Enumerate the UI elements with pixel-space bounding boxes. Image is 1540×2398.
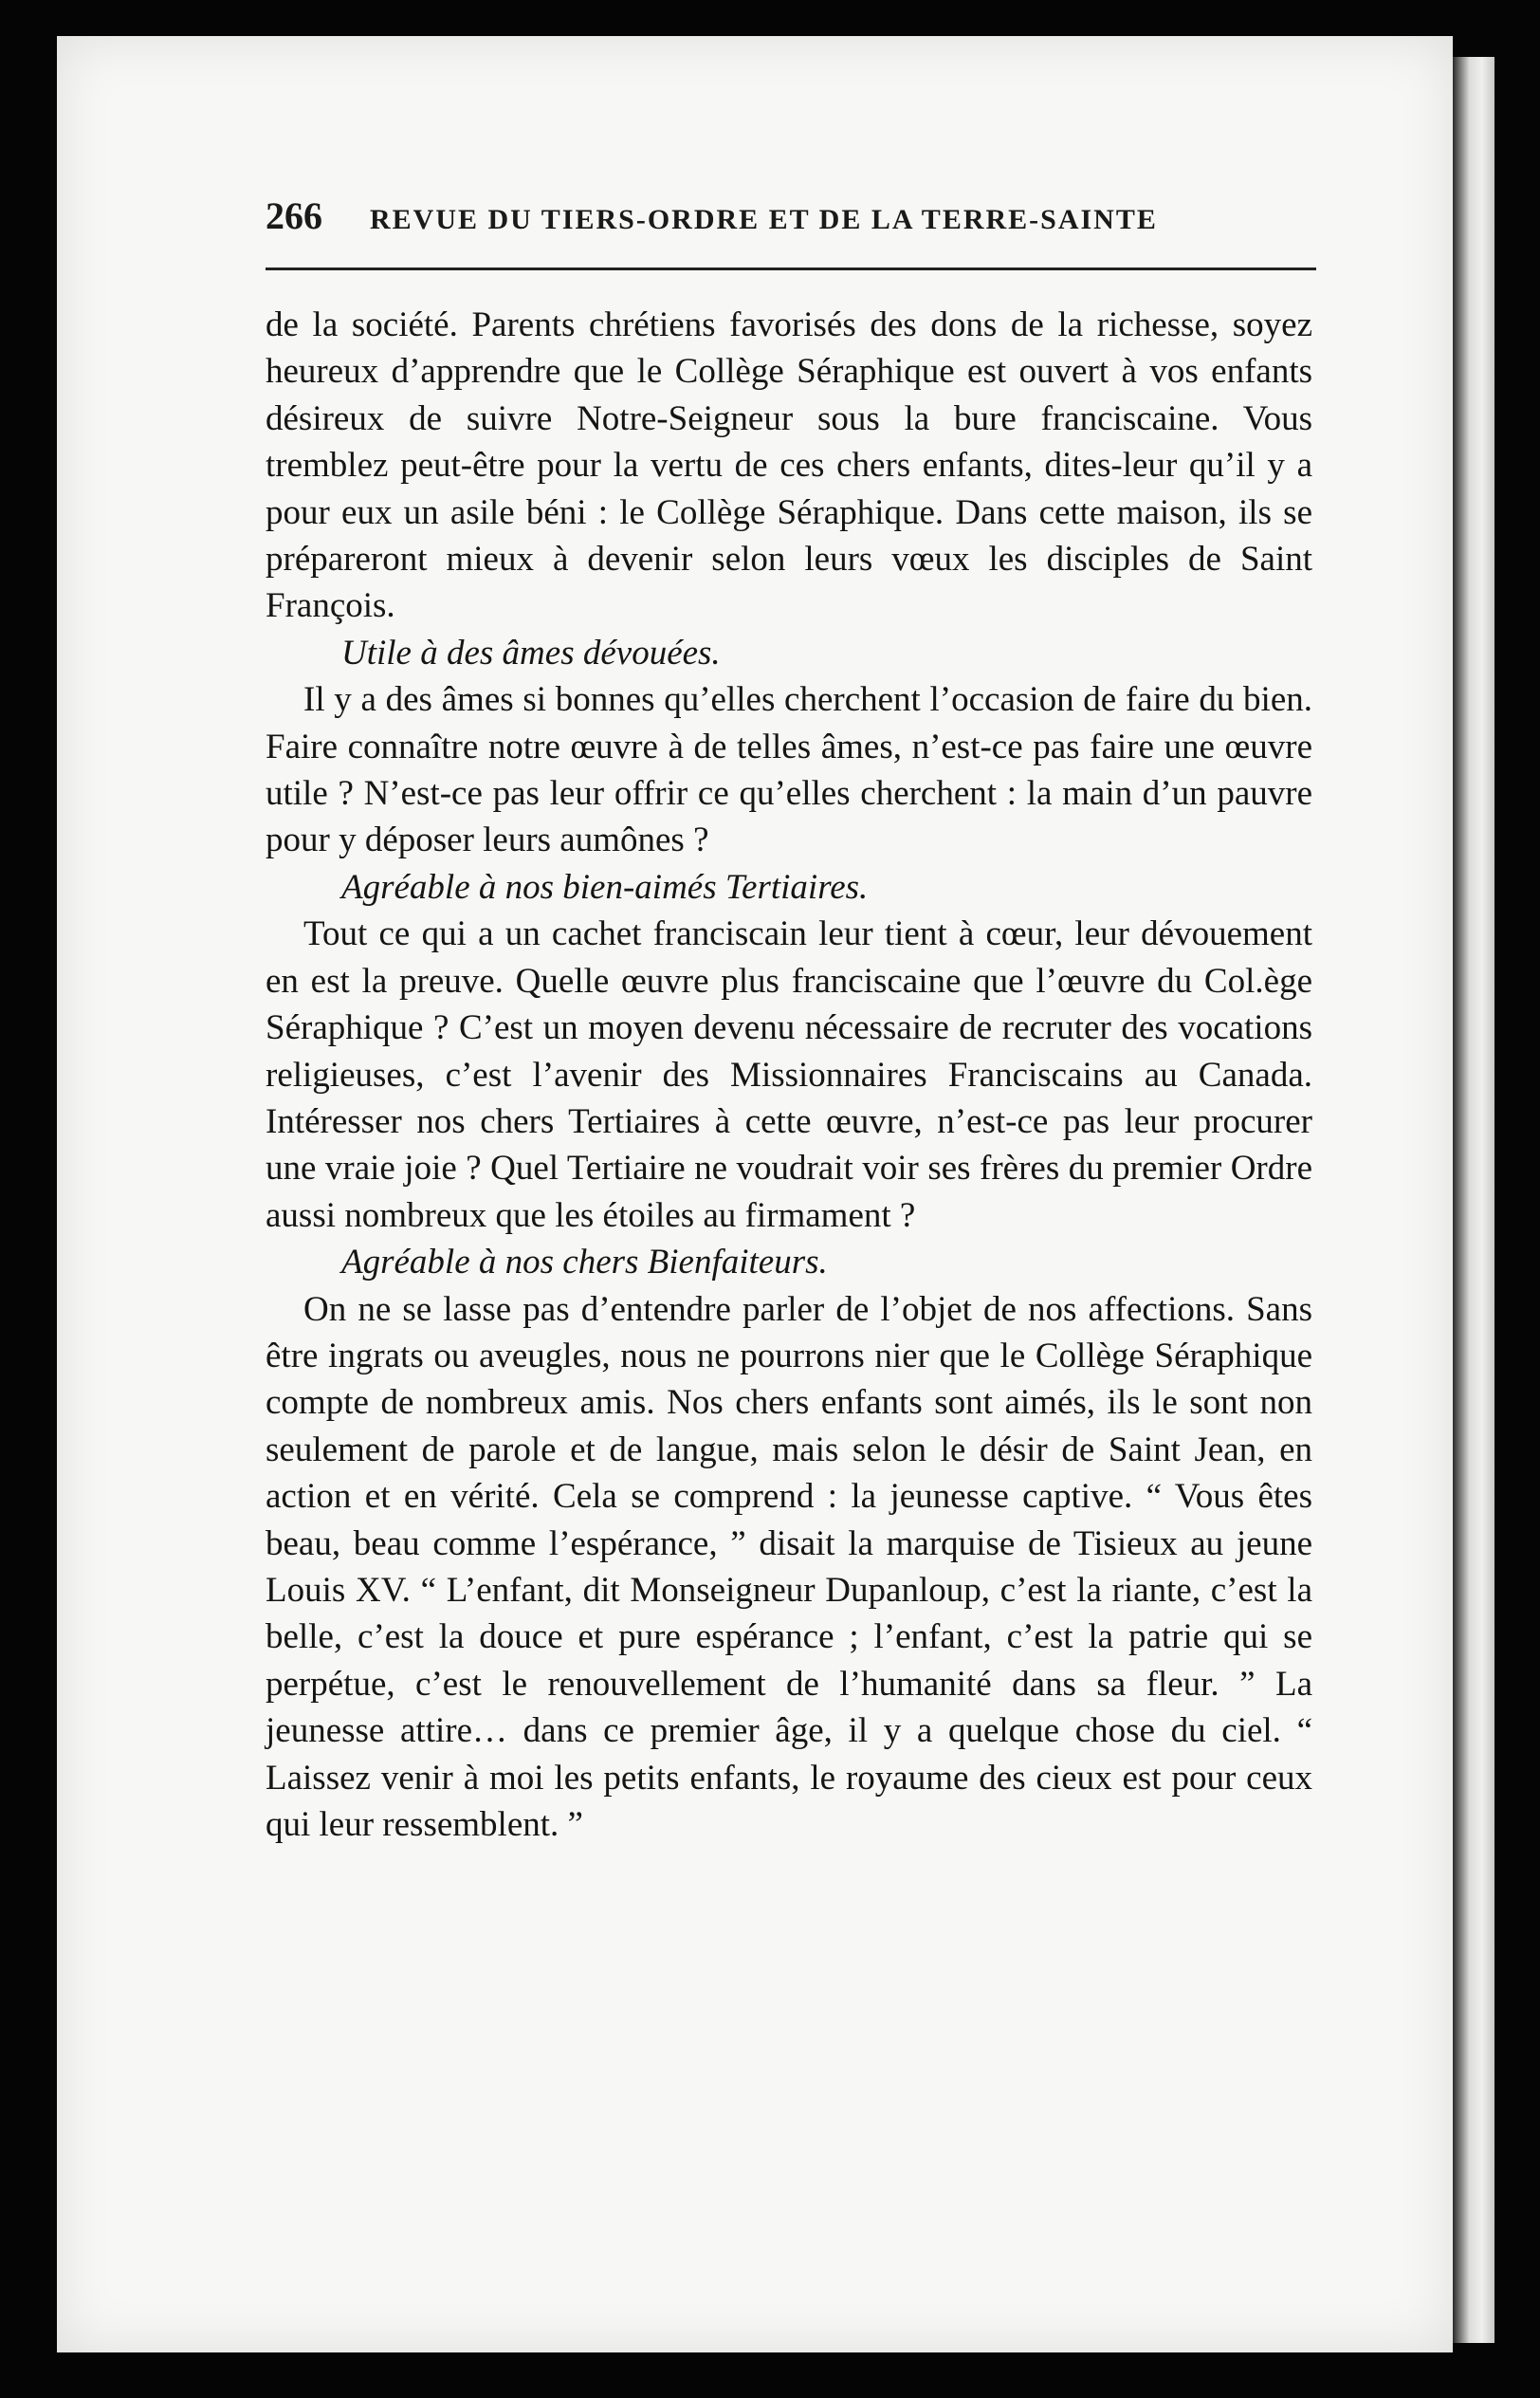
running-header [266,190,1316,243]
running-title: REVUE DU TIERS-ORDRE ET DE LA TERRE-SAINTE [370,204,1158,235]
body-text [266,302,1312,1848]
section-heading-utile: Utile à des âmes dévouées. [341,633,721,673]
header-rule [266,267,1316,270]
paragraph-3: Tout ce qui a un cachet franciscain leur tient à cœur, leur dévouement en est la preuve. Quelle œuvre plus franciscaine que l’œuvre du Col.ège Séraphique ? C’est un moyen devenu nécessaire de recruter des vocations religieuses, c’est l’avenir des Missionnaires Franciscains au Canada. Intéresser nos chers Tertiaires à cette œuvre, n’est-ce pas leur procurer une vraie joie ? Quel Tertiaire ne voudrait voir ses frères du premier Ordre aussi nombreux que les étoiles au firmament ? [266,914,1312,1235]
paragraph-1: de la société. Parents chrétiens favorisés des dons de la richesse, soyez heureux d’apprendre que le Collège Séraphique est ouvert à vos enfants désireux de suivre Notre-Seigneur sous la bure franciscaine. Vous tremblez peut-être pour la vertu de ces chers enfants, dites-leur qu’il y a pour eux un asile béni : le Collège Séraphique. Dans cette maison, ils se prépareront mieux à devenir selon leurs vœux les disciples de Saint François. [266,305,1312,626]
page-number: 266 [266,194,322,237]
section-heading-bienfaiteurs: Agréable à nos chers Bienfaiteurs. [341,1243,828,1282]
section-heading-tertiaires: Agréable à nos bien-aimés Tertiaires. [341,867,869,907]
paragraph-4: On ne se lasse pas d’entendre parler de l’objet de nos affections. Sans être ingrats ou aveugles, nous ne pourrons nier que le Collège Séraphique compte de nombreux amis. Nos chers enfants sont aimés, ils le sont non seulement de parole et de langue, mais selon le désir de Saint Jean, en action et en vérité. Cela se comprend : la jeunesse captive. “ Vous êtes beau, beau comme l’espérance, ” disait la marquise de Tisieux au jeune Louis XV. “ L’enfant, dit Monseigneur Dupanloup, c’est la riante, c’est la belle, c’est la douce et pure espérance ; l’enfant, c’est la patrie qui se perpétue, c’est le renouvellement de l’humanité dans sa fleur. ” La jeunesse attire… dans ce premier âge, il y a quelque chose du ciel. “ Laissez venir à moi les petits enfants, le royaume des cieux est pour ceux qui leur ressemblent. ” [266,1289,1312,1844]
page-edge [1453,57,1494,2343]
paragraph-2: Il y a des âmes si bonnes qu’elles cherchent l’occasion de faire du bien. Faire connaître notre œuvre à de telles âmes, n’est-ce pas faire une œuvre utile ? N’est-ce pas leur offrir ce qu’elles cherchent : la main d’un pauvre pour y déposer leurs aumônes ? [266,680,1312,860]
